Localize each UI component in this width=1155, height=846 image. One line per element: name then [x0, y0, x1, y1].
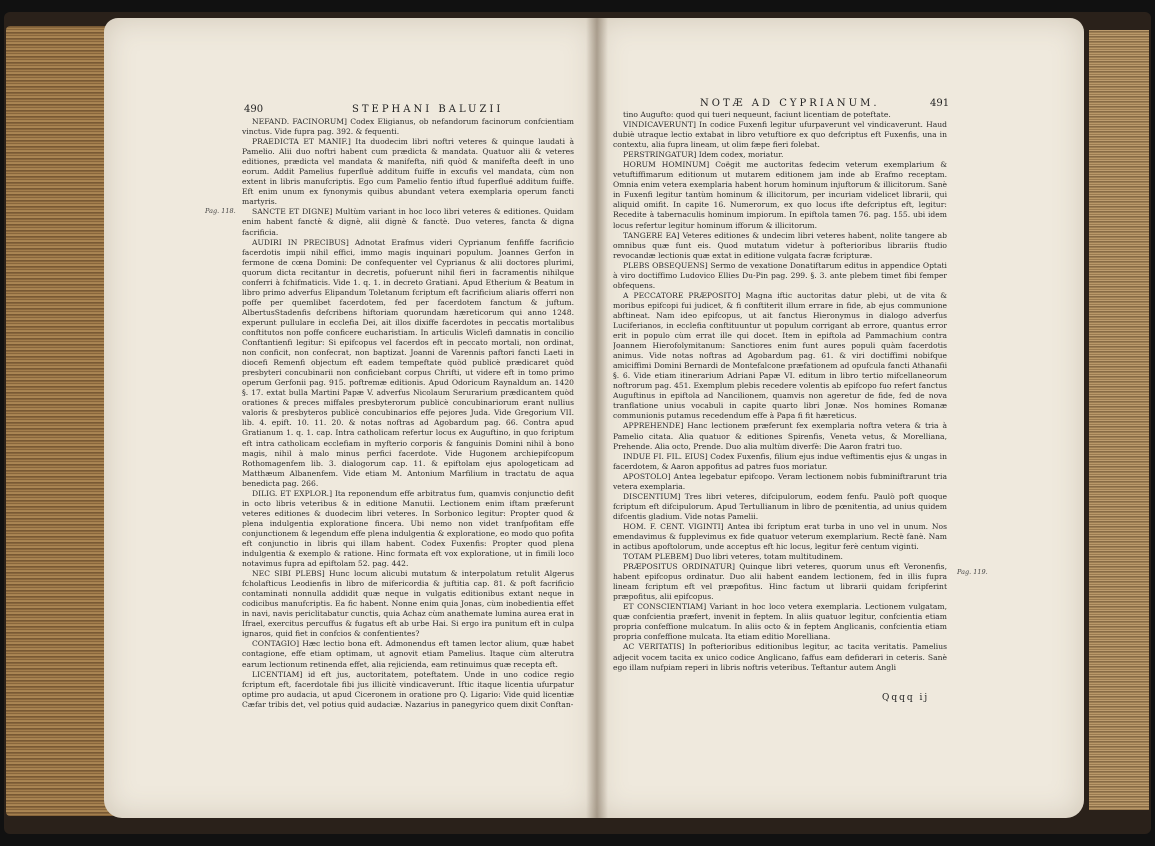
signature-mark: Qqqq ij: [882, 693, 930, 703]
left-page-header: STEPHANI BALUZII: [352, 104, 504, 115]
paragraph: DISCENTIUM] Tres libri veteres, difcipulorum, eodem fenfu. Paulò poft quoque fcriptum eft difcipulorum. Apud Tertullianum in libro de pœnitentia, ad unius quidem difcentis gladium. Vide notas Pamelii.: [613, 491, 947, 521]
paragraph: NEFAND. FACINORUM] Codex Eligianus, ob nefandorum facinorum confcientiam vinctus. Vide fupra pag. 392. & fequenti.: [242, 117, 574, 137]
paragraph: PRÆPOSITUS ORDINATUR] Quinque libri veteres, quorum unus eft Veronenfis, habent epifcopus ordinatur. Duo alii habent eandem lectionem, fed in illis fupra lineam fcriptum eft vel præpofitus. Hinc factum ut librarii quidam fcripferint præpofitus, alii epifcopus.: [613, 562, 947, 602]
paragraph: APOSTOLO] Antea legebatur epifcopo. Veram lectionem nobis fubminiftrarunt tria vetera exemplaria.: [613, 471, 947, 491]
paragraph: HOM. F. CENT. VIGINTI] Antea ibi fcriptum erat turba in uno vel in unum. Nos emendavimus & fupplevimus ex fide quatuor veterum exemplarium. Rectè fanè. Nam in actibus apoftolorum, unde acceptus eft hic locus, legitur ferè centum viginti.: [613, 521, 947, 552]
book-gutter: [586, 18, 608, 818]
right-page-number: 491: [930, 98, 950, 109]
paragraph: DILIG. ET EXPLOR.] Ita reponendum effe arbitratus fum, quamvis conjunctio defit in octo libris veteribus & in editione Manutii. Lectionem enim iftam præferunt veteres editiones & duodecim libri veteres. In Sorbonico legitur: Propter quod & plena indulgentia exploratione fincera. Ubi nemo non videt tranfpofitam effe conjunctionem & legendum effe plena indulgentia & exploratione, eo modo quo pofita eft conjunctio in libris qui illam habent. Codex Fuxenfis: Propter quod plena indulgentia & exemplo & ratione. Hinc formata eft vox exploratione, ut in fimili loco notavimus fupra ad epiftolam 52. pag. 442.: [242, 488, 574, 569]
paragraph: INDUE FI. FIL. EIUS] Codex Fuxenfis, filium ejus indue veftimentis ejus & ungas in facerdotem, & Aaron appofitus ad patres fuos moriatur.: [613, 451, 947, 471]
paragraph: PERSTRINGATUR] Idem codex, moriatur.: [623, 150, 784, 160]
paragraph: PLEBS OBSEQUENS] Sermo de vexatione Donatiftarum editus in appendice Optati à viro doctiffimo Ludovico Ellies Du-Pin pag. 299. §. 3. ante plebem timet fibi femper obfequens.: [613, 260, 947, 290]
right-page-text: [613, 110, 947, 688]
paragraph: SANCTE ET DIGNE] Multùm variant in hoc loco libri veteres & editiones. Quidam enim habent fanctè & dignè, alii dignè & fanctè. Duo veteres, fancta & digna facrificia.: [242, 207, 574, 237]
page-edges-right: [1089, 30, 1149, 810]
paragraph: CONTAGIO] Hæc lectio bona eft. Admonendus eft tamen lector alium, quæ habet contagione, effe etiam optimam, ut agnovit etiam Pamelius. Itaque cùm alterutra earum lectionum retinenda effet, alia rejicienda, eam retinuimus quæ recepta eft.: [242, 639, 574, 669]
left-page-number: 490: [244, 104, 264, 115]
paragraph: A PECCATORE PRÆPOSITO] Magna iftic auctoritas datur plebi, ut de vita & moribus epifcopi fui judicet, & fi conftiterit illum errare in fide, ab ejus communione abftineat. Nam ideo epifcopus, ut ait fanctus Hieronymus in dialogo adverfus Luciferianos, in ecclefia conftituuntur ut populum corrigant ab errore, quantus error erit in populo cùm errat ille qui docet. Item in epiftola ad Pammachium contra Joannem Hierofolymitanum: Sanctiores enim funt aures populi quàm facerdotis animus. Vide notas noftras ad Agobardum pag. 61. & viri doctiffimi nobifque amiciffimi Domini Bernardi de Montefalcone præfationem ad opufcula fancti Athanafii §. 6. Vide etiam itinerarium Adriani Papæ VI. editum in libro tertio mifcellaneorum noftrorum pag. 451. Exemplum plebis recedere volentis ab epifcopo fuo refert fanctus Auguftinus in epiftola ad Nancilionem, quamvis non ageretur de fide, fed de nova tranflatione unius vocabuli in capite quarto libri Jonæ. Nos homines Romanæ communionis putamus recedendum effe à Papa fi fit hæreticus.: [613, 290, 947, 421]
paragraph: AUDIRI IN PRECIBUS] Adnotat Erafmus videri Cyprianum fenfiffe facrificio facerdotis impii nihil effici, immo magis inquinari populum. Joannes Gerfon in fermone de cœna Domini: De confequenter vel Cyprianus & alii doctores plurimi, quorum dicta recitantur in decretis, pofuerunt nihil fieri in facramentis nihilque conferri à fchifmaticis. Vide 1. q. 1. in decreto Gratiani. Apud Etherium & Beatum in libro primo adverfus Elipandum Toletanum fcriptum eft facrificium aliaris offerri non poffe per quemlibet facerdotem, fed per facerdotem fanctum & juftum. AlbertusStadenfis defcribens hiftoriam quorundam hæreticorum qui anno 1248. experunt pullulare in ecclefia Dei, ait illos dixiffe facerdotes in peccatis mortalibus conftitutos non poffe conficere eucharistiam. In articulis Wiclefi damnatis in concilio Conftantienfi legitur: Si epifcopus vel facerdos eft in peccato mortali, non ordinat, non conficit, non confecrat, non baptizat. Joanni de Varennis paftori fancti Laeti in diocefi Remenfi objectum eft eadem tempeftate quòd publicè prædicaret quòd presbyteri concubinarii non conficiebant corpus Chrifti, ut videre eft in tomo primo operum Gerfonii pag. 915. poftremæ editionis. Apud Odoricum Raynaldum an. 1420 §. 17. extat bulla Martini Papæ V. adverfus Nicolaum Serurarium prædicantem quòd orationes & preces miffales presbyterorum publicè concubinariorum erant nullius valoris & presbyteros publicè concubinarios effe pejores Juda. Vide Gregorium VII. lib. 4. epift. 10. 11. 20. & notas noftras ad Agobardum pag. 66. Contra apud Gratianum 1. q. 1. cap. Intra catholicam refertur locus ex Auguftino, in quo fcriptum eft intra catholicam ecclefiam in myfterio corporis & fanguinis Domini nihil à bono magis, nihil à malo minus perfici facerdote. Vide Hugonem archiepifcopum Rothomagenfem lib. 3. dialogorum cap. 11. & epiftolam ejus apologeticam ad Matthæum Albanenfem. Vide etiam M. Antonium Marfilium in tractatu de aqua benedicta pag. 266.: [242, 237, 574, 488]
paragraph: ET CONSCIENTIAM] Variant in hoc loco vetera exemplaria. Lectionem vulgatam, quæ confcientia præfert, invenit in feptem. In aliis quatuor legitur, confcientia etiam propria confeffione mulcatum. In aliis octo & in feptem Anglicanis, confcientia etiam propria confeffione mulcata. Ita etiam editio Morelliana.: [613, 602, 947, 642]
left-page-text: [242, 117, 574, 817]
paragraph: AC VERITATIS] In pofterioribus editionibus legitur, ac tacita veritatis. Pamelius adjecit vocem tacita ex unico codice Anglicano, faffus eam defiderari in ceteris. Sanè ego illam nufpiam reperi in libris noftris veteribus. Teftantur autem Angli: [613, 642, 947, 672]
paragraph: HORUM HOMINUM] Coëgit me auctoritas fedecim veterum exemplarium & vetuftiffimarum editionum ut mutarem editionem jam inde ab Erafmo receptam. Omnia enim vetera exemplaria habent horum hominum injuftorum & illicitorum. Sanè in Fuxenfi legitur tantùm hominum & illicitorum, per incuriam videlicet librarii, qui aliquid omifit. In capite 16. Numerorum, ex quo locus ifte defcriptus eft, legitur: Recedite à tabernaculis hominum impiorum. In epiftola tamen 76. pag. 155. ubi idem locus refertur legitur hominum ifforum & illicitorum.: [613, 160, 947, 230]
paragraph: APPREHENDE] Hanc lectionem præferunt fex exemplaria noftra vetera & tria à Pamelio citata. Alia quatuor & editiones Spirenfis, Veneta vetus, & Morelliana, Prehende. Alia octo, Prende. Duo alia multùm diverfè: Die Aaron fratri tuo.: [613, 421, 947, 451]
paragraph: PRAEDICTA ET MANIF.] Ita duodecim libri noftri veteres & quinque laudati à Pamelio. Alii duo noftri habent cum prædicta & mandata. Quatuor alii & veteres editiones, prædicta vel mandata & manifefta, nifi quòd & manifefta deeft in uno eorum. Addit Pamelius fuperfluè additum fuiffe in excufis vel mandata, cùm non extent in libris manufcriptis. Ego cum Pamelio fentio iftud fuperflué additum fuiffe. Eft enim unum ex fynonymis quibus abundant vetera exemplaria operum fancti martyris.: [242, 137, 574, 207]
paragraph: TANGERE EA] Veteres editiones & undecim libri veteres habent, nolite tangere ab omnibus quæ funt eis. Quod mutatum videtur à pofterioribus librariis ftudio revocandæ lectionis quæ extat in editione vulgata facræ fcripturæ.: [613, 230, 947, 260]
paragraph: NEC SIBI PLEBS] Hunc locum alicubi mutatum & interpolatum retulit Algerus fcholafticus Leodienfis in libro de mifericordia & juftitia cap. 81. & poft facrificio contaminati nonnulla addidit quæ neque in vulgatis editionibus extant neque in codicibus manufcriptis. Ea fic habent. Nonne enim quia Jonas, cùm inobedientia effet in navi, navis periclitabatur cunctis, quia Achaz cùm anathemate lumina aurea erat in Ifrael, exercitus percuffus & fugatus eft ab urbe Hai. Si ergo ira punitum eft in culpa ignaros, quid fiet in confcios & confentientes?: [242, 569, 574, 639]
right-margin-note: Pag. 119.: [957, 568, 988, 576]
paragraph: VINDICAVERUNT] In codice Fuxenfi legitur ufurpaverunt vel vindicaverunt. Haud dubiè utraque lectio extabat in libro vetuftiore ex quo defcriptus eft Fuxenfis, una in contextu, alia fupra lineam, ut olim fæpe fieri folebat.: [613, 120, 947, 150]
paragraph: tino Augufto: quod qui tueri nequeunt, faciunt licentiam de poteftate.: [623, 110, 891, 119]
paragraph: TOTAM PLEBEM] Duo libri veteres, totam multitudinem.: [623, 552, 843, 562]
left-margin-note: Pag. 118.: [205, 207, 236, 215]
right-page-header: NOTÆ AD CYPRIANUM.: [700, 98, 880, 109]
paragraph: LICENTIAM] id eft jus, auctoritatem, poteftatem. Unde in uno codice regio fcriptum eft, facerdotale fibi jus illicitè vindicaverunt. Iftic itaque licentia ufurpatur optime pro audacia, ut apud Ciceronem in oratione pro Q. Ligario: Vide quid licentiæ Cæfar tribis det, vel potius quid audaciæ. Nazarius in panegyrico quem dixit Conftan-: [242, 669, 574, 709]
